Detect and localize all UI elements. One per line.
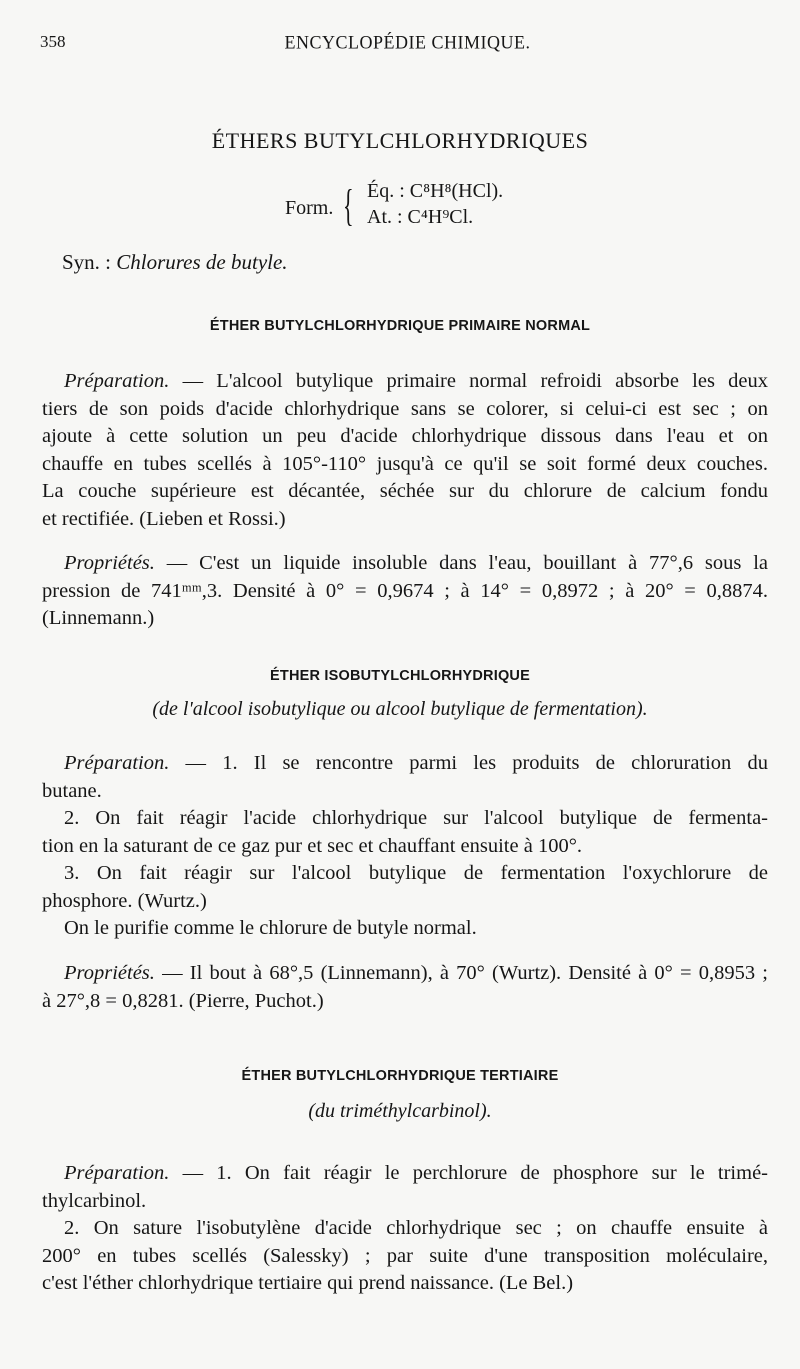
running-header — [40, 32, 775, 56]
synonyms-value: Chlorures de butyle. — [116, 250, 288, 274]
section-subtitle-isobutyl: (de l'alcool isobutylique ou alcool butylique de fermentation). — [152, 698, 648, 720]
list-item: On le purifie comme le chlorure de butyle normal. — [64, 917, 477, 939]
paragraph-properties-primary: Propriétés. — C'est un liquide insoluble dans l'eau, bouillant à 77°,6 sous la pression de 741ᵐᵐ,3. Densité à 0° = 0,9674 ; à 14° = 0,8972 ; à 20° = 0,8874. (Linnemann.) — [42, 552, 768, 629]
list-item: 2. On sature l'isobutylène d'acide chlorhydrique sec ; on chauffe ensuite à — [64, 1217, 768, 1239]
properties-label: Propriétés. — [64, 962, 155, 984]
section-heading-primary: ÉTHER BUTYLCHLORHYDRIQUE PRIMAIRE NORMAL — [209, 318, 591, 334]
formula-equivalent: Éq. : C⁸H⁸(HCl). — [367, 180, 504, 202]
paragraph-preparation-isobutyl: Préparation. — 1. Il se rencontre parmi les produits de chloruration du butane. 2. On fait réagir l'acide chlorhydrique sur l'alcool butylique de fermenta- tion en la saturant de ce gaz pur et sec et chauffant ensuite à 100°. 3. On fait réagir sur l'alcool butylique de fermentation l'oxychlorure de phosphore. (Wurtz.) On le purifie comme le chlorure de butyle normal. — [42, 750, 768, 943]
chapter-title: ÉTHERS BUTYLCHLORHYDRIQUES — [211, 128, 589, 153]
synonyms-label: Syn. : — [62, 250, 117, 274]
section-subtitle-tertiary: (du triméthylcarbinol). — [308, 1100, 492, 1122]
paragraph-preparation-tertiary: Préparation. — 1. On fait réagir le perchlorure de phosphore sur le trimé- thylcarbinol. 2. On sature l'isobutylène d'acide chlorhydrique sec ; on chauffe ensuite à 200° en tubes scellés (Salessky) ; par suite d'une transposition moléculaire, c'est l'éther chlorhydrique tertiaire qui prend naissance. (Le Bel.) — [42, 1162, 768, 1294]
running-title: ENCYCLOPÉDIE CHIMIQUE. — [284, 31, 531, 53]
synonyms-line — [62, 250, 288, 275]
paragraph-properties-isobutyl: Propriétés. — Il bout à 68°,5 (Linnemann), à 70° (Wurtz). Densité à 0° = 0,8953 ; à 27°,8 = 0,8281. (Pierre, Puchot.) — [42, 962, 768, 1012]
preparation-label: Préparation. — [64, 752, 170, 774]
formula-label: Form. — [285, 197, 334, 219]
formula-block — [285, 180, 545, 236]
paragraph-preparation-primary: Préparation. — L'alcool butylique primaire normal refroidi absorbe les deux tiers de son poids d'acide chlorhydrique sans se colorer, si celui-ci est sec ; on ajoute à cette solution un peu d'acide chlorhydrique dissous dans l'eau et on chauffe en tubes scellés à 105°-110° jusqu'à ce qu'il se soit formé deux couches. La couche supérieure est décantée, séchée sur du chlorure de calcium fondu et rectifiée. (Lieben et Rossi.) — [42, 370, 768, 530]
preparation-label: Préparation. — [64, 370, 170, 392]
formula-atomic: At. : C⁴H⁹Cl. — [367, 206, 474, 228]
list-item: 3. On fait réagir sur l'alcool butylique de fermentation l'oxychlorure de — [64, 862, 768, 884]
preparation-label: Préparation. — [64, 1162, 170, 1184]
section-heading-tertiary: ÉTHER BUTYLCHLORHYDRIQUE TERTIAIRE — [241, 1068, 559, 1084]
list-item: 2. On fait réagir l'acide chlorhydrique sur l'alcool butylique de fermenta- — [64, 807, 768, 829]
section-heading-isobutyl: ÉTHER ISOBUTYLCHLORHYDRIQUE — [270, 668, 530, 684]
brace-glyph: { — [343, 181, 354, 230]
page-number: 358 — [40, 32, 66, 51]
properties-label: Propriétés. — [64, 552, 155, 574]
